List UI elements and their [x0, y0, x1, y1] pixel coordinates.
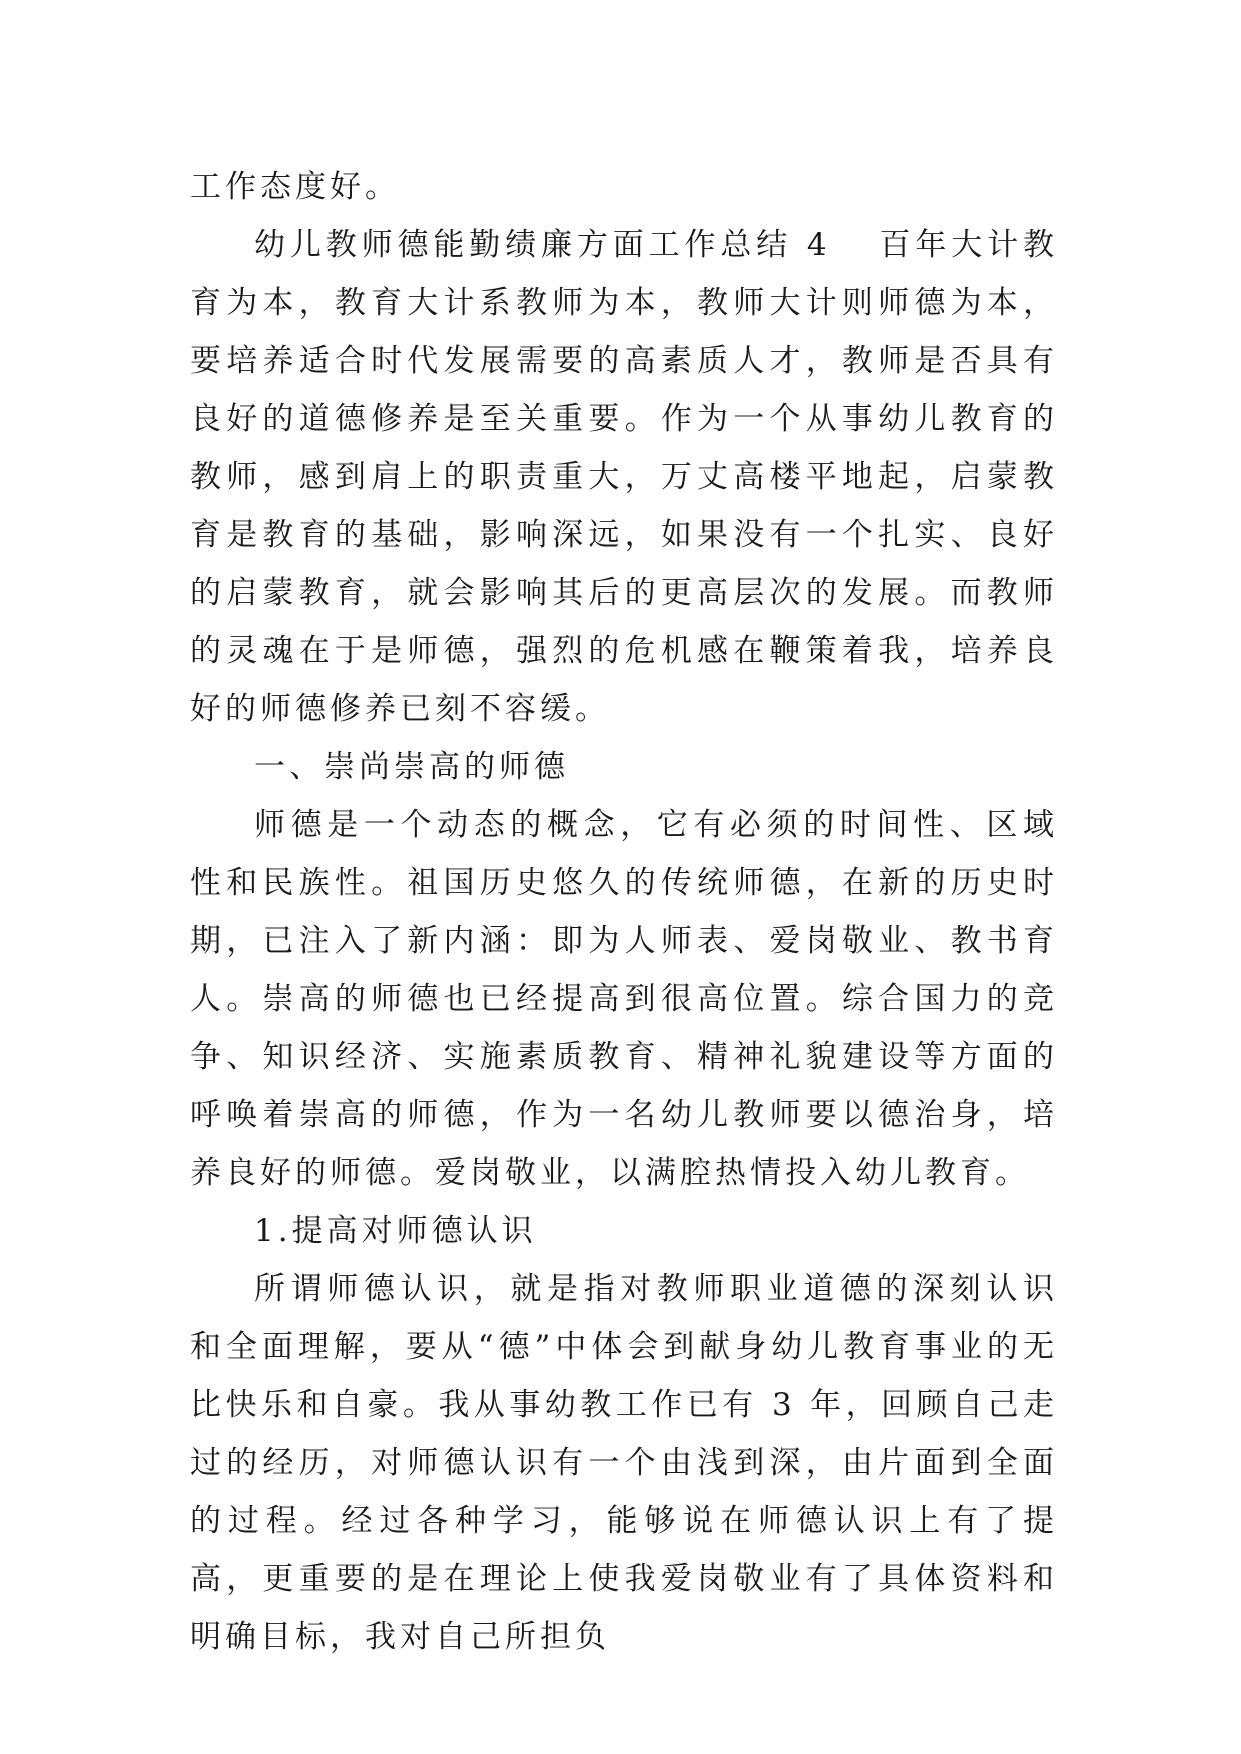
paragraph-1-text: 工作态度好。 [190, 169, 400, 205]
paragraph-4-text: 所谓师德认识，就是指对教师职业道德的深刻认识和全面理解，要从“德”中体会到献身幼儿教育事业的无比快乐和自豪。我从事幼教工作已有 3 年，回顾自己走过的经历，对师德认识有一个由浅到深，由片面到全面的过程。经过各种学习，能够说在师德认识上有了提高，更重要的是在理论上使我爱岗敬业有了具体资料和明确目标，我对自己所担负 [190, 1271, 1058, 1655]
paragraph-1 [190, 158, 1058, 216]
document-body [190, 158, 1058, 1666]
heading-1 [190, 738, 1058, 796]
paragraph-2 [190, 216, 1058, 738]
paragraph-2-text: 百年大计教育为本，教育大计系教师为本，教师大计则师德为本，要培养适合时代发展需要的高素质人才，教师是否具有良好的道德修养是至关重要。作为一个从事幼儿教育的教师，感到肩上的职责重大，万丈高楼平地起，启蒙教育是教育的基础，影响深远，如果没有一个扎实、良好的启蒙教育，就会影响其后的更高层次的发展。而教师的灵魂在于是师德，强烈的危机感在鞭策着我，培养良好的师德修养已刻不容缓。 [190, 227, 1059, 727]
paragraph-4 [190, 1260, 1058, 1666]
heading-2 [190, 1202, 1058, 1260]
heading-1-text: 一、崇尚崇高的师德 [254, 749, 569, 785]
section-title: 幼儿教师德能勤绩廉方面工作总结 4 [254, 227, 831, 263]
heading-2-text: 1.提高对师德认识 [254, 1213, 537, 1249]
paragraph-3 [190, 796, 1058, 1202]
paragraph-3-text: 师德是一个动态的概念，它有必须的时间性、区域性和民族性。祖国历史悠久的传统师德，在新的历史时期，已注入了新内涵：即为人师表、爱岗敬业、教书育人。崇高的师德也已经提高到很高位置。综合国力的竞争、知识经济、实施素质教育、精神礼貌建设等方面的呼唤着崇高的师德，作为一名幼儿教师要以德治身，培养良好的师德。爱岗敬业，以满腔热情投入幼儿教育。 [190, 807, 1058, 1191]
